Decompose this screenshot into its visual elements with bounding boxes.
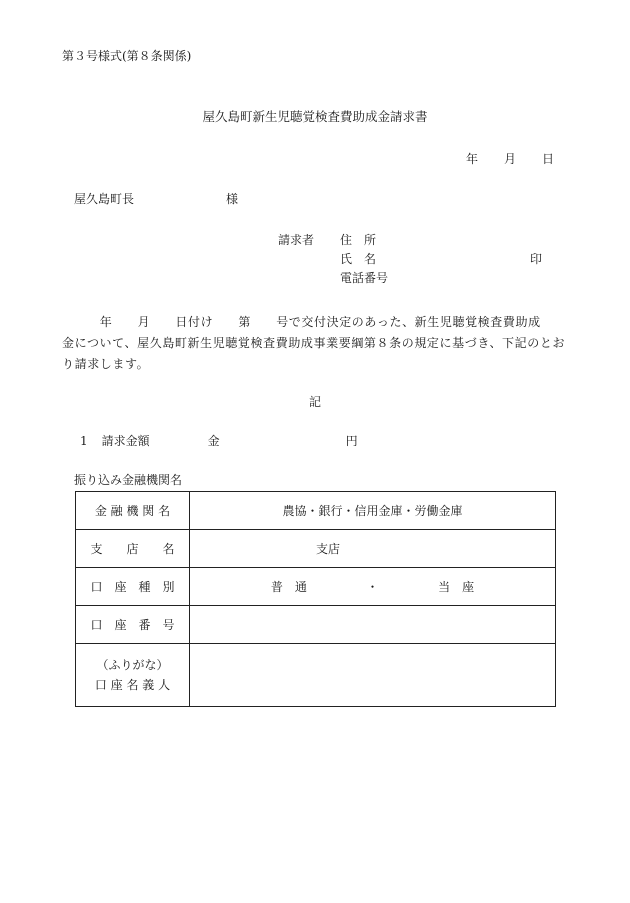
branch-label: 支 店 名 (76, 530, 190, 568)
date-year: 年 (465, 152, 478, 166)
branch-suffix: 支店 (316, 542, 341, 556)
table-row (76, 530, 556, 568)
amount-kin: 金 (207, 434, 220, 448)
institution-label: 金 融 機 関 名 (76, 492, 190, 530)
table-row (76, 606, 556, 644)
body-line: 金について、屋久島町新生児聴覚検査費助成事業要綱第８条の規定に基づき、下記のとお (62, 336, 566, 350)
addressee-name: 屋久島町長 (74, 192, 135, 206)
applicant-block (278, 233, 388, 290)
phone-label: 電話番号 (340, 271, 389, 285)
amount-label: 請求金額 (101, 434, 150, 448)
account-number-label: 口 座 番 号 (76, 606, 190, 644)
holder-label: 口 座 名 義 人 (94, 678, 171, 692)
institution-options[interactable]: 農協・銀行・信用金庫・労働金庫 (190, 492, 556, 530)
account-type-regular[interactable]: 普 通 (270, 580, 307, 594)
bank-caption: 振り込み金融機関名 (74, 473, 183, 487)
account-type-separator: ・ (366, 580, 379, 594)
table-row (76, 644, 556, 707)
account-type-label: 口 座 種 別 (76, 568, 190, 606)
date-month: 月 (503, 152, 516, 166)
addressee-honorific: 様 (226, 192, 239, 206)
date-day: 日 (541, 152, 554, 166)
name-label: 氏 名 (340, 252, 377, 266)
date-row (466, 152, 554, 166)
seal-mark: 印 (530, 252, 543, 266)
body-line: り請求します。 (62, 357, 150, 371)
amount-number: 1 (80, 434, 88, 448)
account-type-current[interactable]: 当 座 (438, 580, 475, 594)
account-holder-field[interactable] (190, 644, 556, 707)
body-line: 年 月 日付け 第 号で交付決定のあった、新生児聴覚検査費助成 (62, 315, 541, 329)
table-row (76, 568, 556, 606)
account-holder-label-cell (76, 644, 190, 707)
addressee (74, 192, 238, 206)
branch-field[interactable] (190, 530, 556, 568)
account-type-field[interactable] (190, 568, 556, 606)
request-body (62, 312, 570, 375)
ki-heading: 記 (308, 395, 321, 409)
form-number: 第３号様式(第８条関係) (62, 49, 192, 63)
amount-row (80, 434, 358, 448)
document-title: 屋久島町新生児聴覚検査費助成金請求書 (202, 109, 428, 124)
table-row (76, 492, 556, 530)
applicant-label: 請求者 (278, 233, 315, 247)
holder-furigana-label: （ふりがな） (96, 658, 169, 672)
bank-table (75, 491, 556, 707)
account-number-field[interactable] (190, 606, 556, 644)
address-label: 住 所 (340, 233, 377, 247)
amount-en: 円 (345, 434, 358, 448)
